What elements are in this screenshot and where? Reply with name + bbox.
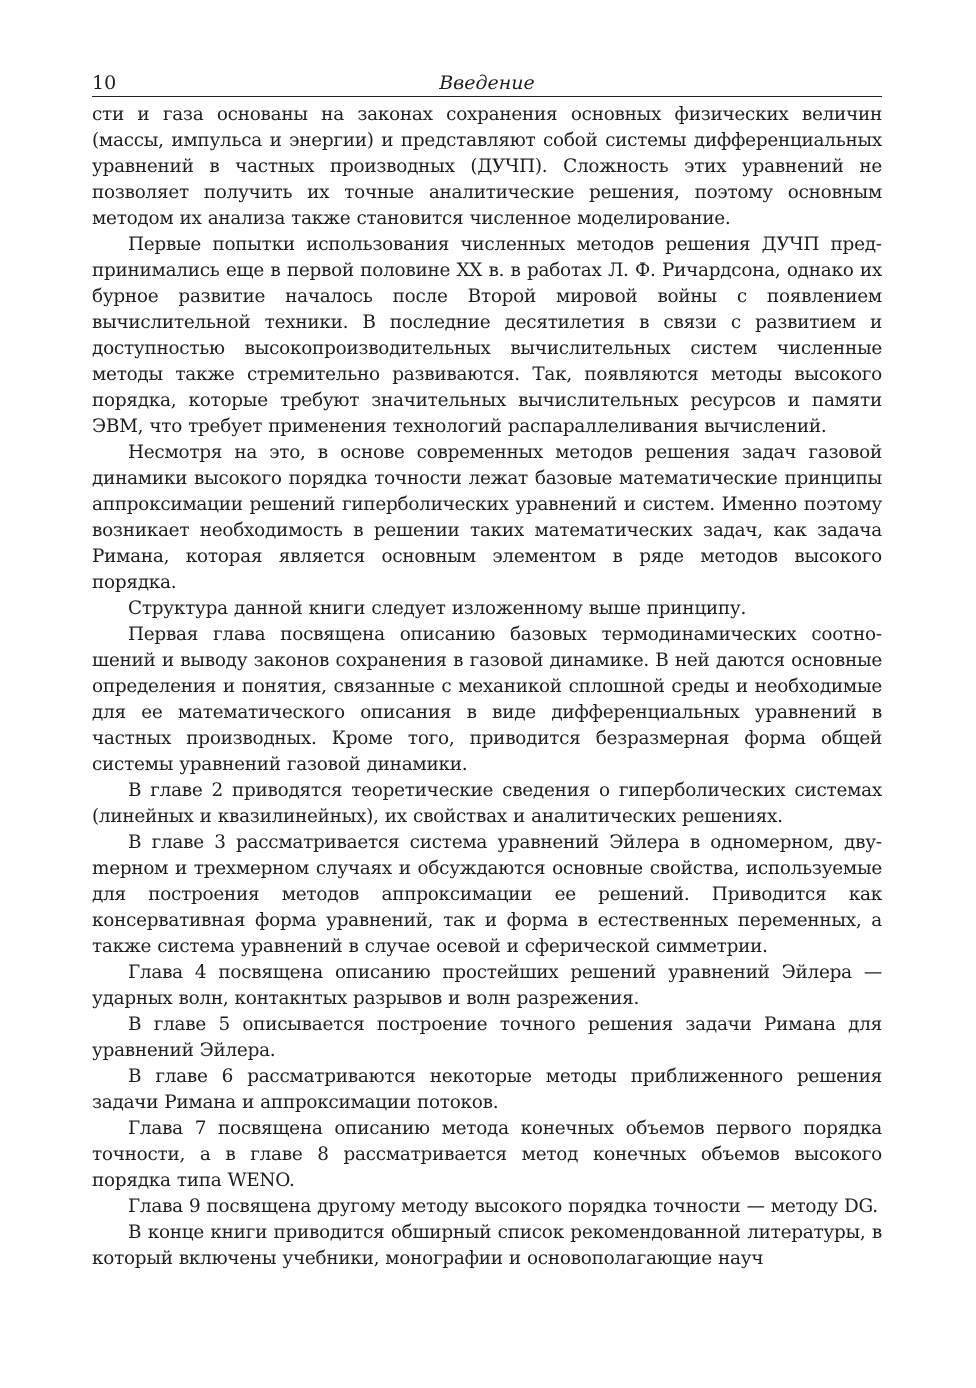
paragraph-history: Первые попытки использования численных методов решения ДУЧП предпринимались еще в первой половине XX в. в работах Л. Ф. Ричардсона, однако их бурное развитие началось после Второй мировой войны с появлением вычислительной техники. В последние десятилетия в связи с развитием и доступностью высокопроизводительных вычислительных систем численные методы также стремительно развиваются. Так, появляются методы высокого порядка, которые требуют значительных вычислительных ресурсов и памяти ЭВМ, что требует применения технологий распараллеливания вычислений. (92, 234, 882, 437)
page-number: 10 (92, 72, 117, 94)
paragraph-bibliography: В конце книги приводится обширный список рекомендованной литературы, в который включены учебники, монографии и основополагающие науч (92, 1222, 882, 1269)
paragraph-chapters-7-8: Глава 7 посвящена описанию метода конечных объемов первого порядка точности, а в главе 8 рассматривается метод конечных объемов высокого порядка типа WENO. (92, 1118, 882, 1191)
running-title: Введение (439, 72, 535, 94)
paragraph-principles: Несмотря на это, в основе современных методов решения задач газовой динамики высокого порядка точности лежат базовые математические принципы аппроксимации решений гиперболических уравнений и систем. Именно поэтому возникает необходимость в решении таких математических задач, как задача Римана, которая является основным элементом в ряде методов высокого порядка. (92, 442, 882, 593)
paragraph-structure: Структура данной книги следует изложенному выше принципу. (128, 598, 747, 619)
body-text (92, 102, 882, 1272)
paragraph-chapter-9: Глава 9 посвящена другому методу высокого порядка точности — методу DG. (128, 1196, 878, 1217)
paragraph-chapter-2: В главе 2 приводятся теоретические сведения о гиперболических системах (линейных и квазилинейных), их свойствах и аналитических решениях. (92, 780, 882, 827)
paragraph-chapter-3: В главе 3 рассматривается система уравнений Эйлера в одномерном, двуmерном и трехмерном случаях и обсуждаются основные свойства, используемые для построения методов аппроксимации ее решений. Приводится как консервативная форма уравнений, так и форма в естественных переменных, а также система уравнений в случае осевой и сферической симметрии. (92, 832, 882, 957)
paragraph-chapter-5: В главе 5 описывается построение точного решения задачи Римана для уравнений Эйлера. (92, 1014, 882, 1061)
page-header (92, 70, 882, 97)
paragraph-chapter-4: Глава 4 посвящена описанию простейших решений уравнений Эйлера — ударных волн, контакнтых разрывов и волн разрежения. (92, 962, 882, 1009)
book-page (92, 70, 882, 1272)
paragraph-continuation: сти и газа основаны на законах сохранения основных физических величин (массы, импульса и энергии) и представляют собой системы дифференциальных уравнений в частных производных (ДУЧП). Сложность этих уравнений не позволяет получить их точные аналитические решения, поэтому основным методом их анализа также становится численное моделирование. (92, 104, 882, 229)
paragraph-chapter-6: В главе 6 рассматриваются некоторые методы приближенного решения задачи Римана и аппроксимации потоков. (92, 1066, 882, 1113)
paragraph-chapter-1: Первая глава посвящена описанию базовых термодинамических соотношений и выводу законов сохранения в газовой динамике. В ней даются основные определения и понятия, связанные с механикой сплошной среды и необходимые для ее математического описания в виде дифференциальных уравнений в частных производных. Кроме того, приводится безразмерная форма общей системы уравнений газовой динамики. (92, 624, 882, 775)
